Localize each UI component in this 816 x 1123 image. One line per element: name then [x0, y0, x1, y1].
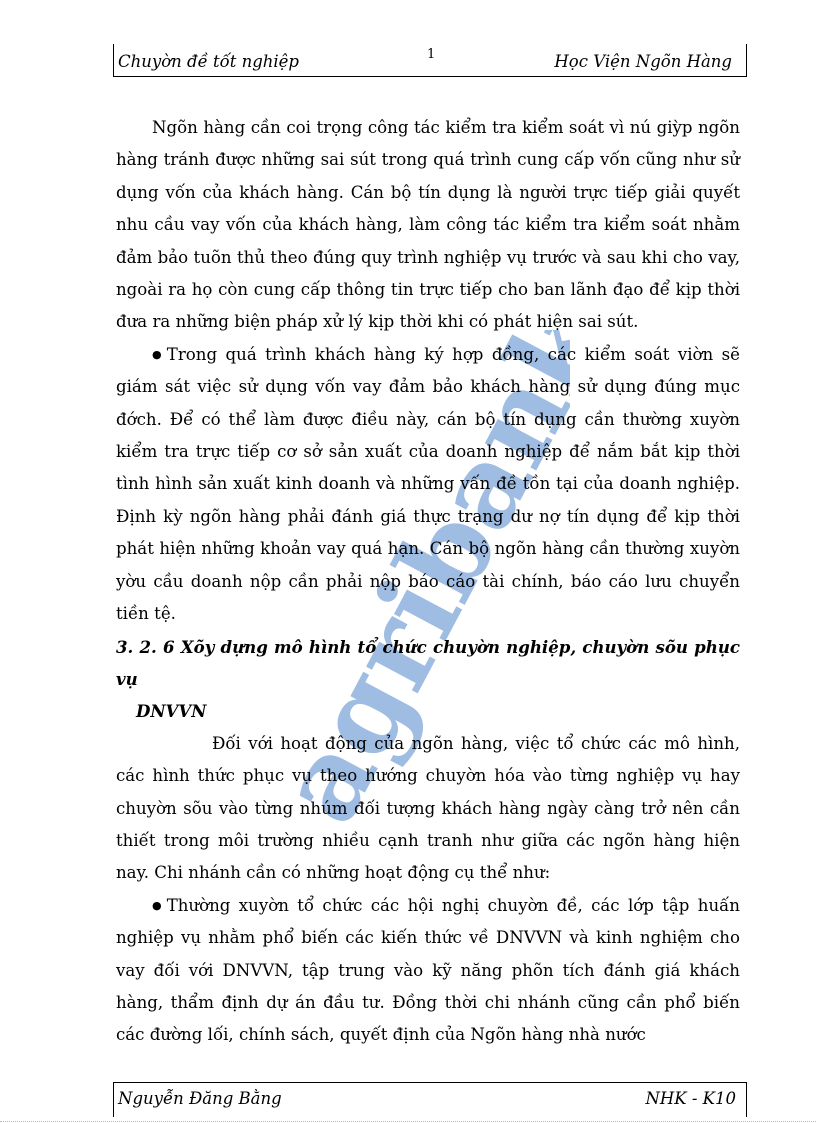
page-bottom-divider — [0, 1121, 816, 1122]
bullet-icon: ● — [152, 898, 165, 912]
section-heading-line2: DNVVN — [136, 701, 207, 722]
paragraph-control-importance: Ngõn hàng cần coi trọng công tác kiểm tra kiểm soát vì nú giỳp ngõn hàng tránh được những sai sút trong quá trình cung cấp vốn cũng như sử dụng vốn của khách hàng. Cán bộ tín dụng là người trực tiếp giải quyết nhu cầu vay vốn của khách hàng, làm công tác kiểm tra kiểm soát nhằm đảm bảo tuõn thủ theo đúng quy trình nghiệp vụ trước và sau khi cho vay, ngoài ra họ còn cung cấp thông tin trực tiếp cho ban lãnh đạo để kịp thời đưa ra những biện pháp xử lý kịp thời khi có phát hiện sai sút. — [116, 118, 740, 332]
section-heading — [116, 631, 740, 728]
header-document-title: Chuyờn đề tốt nghiệp — [118, 52, 299, 71]
paragraph-bullet-monitoring — [116, 339, 740, 631]
watermark-text: agribank — [253, 330, 570, 843]
page-number: 1 — [427, 47, 436, 62]
footer-author: Nguyễn Đăng Bằng — [118, 1089, 282, 1108]
section-heading-line1: 3. 2. 6 Xõy dựng mô hình tổ chức chuyờn nghiệp, chuyờn sõu phục vụ — [116, 636, 740, 689]
document-body — [116, 112, 740, 1052]
bullet-text: Thường xuyờn tổ chức các hội nghị chuyờn đề, các lớp tập huấn nghiệp vụ nhằm phổ biến các kiến thức về DNVVN và kinh nghiệm cho vay đối với DNVVN, tập trung vào kỹ năng phõn tích đánh giá khách hàng, thẩm định dự án đầu tư. Đồng thời chi nhánh cũng cần phổ biến các đường lối, chính sách, quyết định của Ngõn hàng nhà nước — [116, 895, 740, 1045]
bullet-icon: ● — [152, 347, 165, 361]
paragraph-bullet-training — [116, 890, 740, 1052]
paragraph-organization-model: Đối với hoạt động của ngõn hàng, việc tổ chức các mô hình, các hình thức phục vụ theo hướng chuyờn hóa vào từng nghiệp vụ hay chuyờn sõu vào từng nhúm đối tượng khách hàng ngày càng trở nên cần thiết trong môi trường nhiều cạnh tranh như giữa các ngõn hàng hiện nay. Chi nhánh cần có những hoạt động cụ thể như: — [116, 733, 740, 883]
bullet-text: Trong quá trình khách hàng ký hợp đồng, các kiểm soát viờn sẽ giám sát việc sử dụng vốn vay đảm bảo khách hàng sử dụng đúng mục đớch. Để có thể làm được điều này, cán bộ tín dụng cần thường xuyờn kiểm tra trực tiếp cơ sở sản xuất của doanh nghiệp để nắm bắt kịp thời tình hình sản xuất kinh doanh và những vấn đề tồn tại của doanh nghiệp. Định kỳ ngõn hàng phải đánh giá thực trạng dư nợ tín dụng để kịp thời phát hiện những khoản vay quá hạn. Cán bộ ngõn hàng cần thường xuyờn yờu cầu doanh nộp cần phải nộp báo cáo tài chính, báo cáo lưu chuyển tiền tệ. — [116, 344, 740, 624]
header-institution: Học Viện Ngõn Hàng — [554, 52, 732, 71]
page-header — [113, 44, 747, 77]
footer-class-code: NHK - K10 — [645, 1089, 736, 1108]
page-footer — [113, 1082, 747, 1117]
